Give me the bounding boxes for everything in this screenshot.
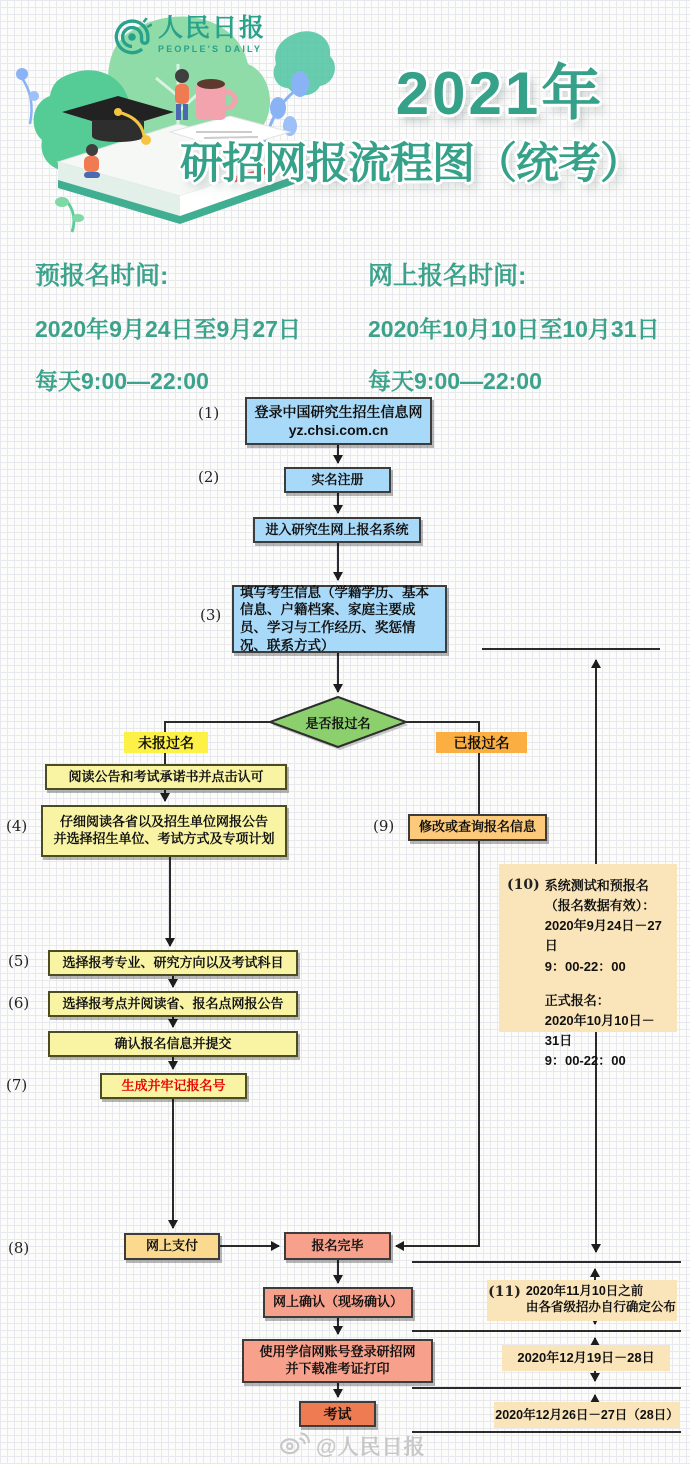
flow-box-choose-site: 选择报考点并阅读省、报名点网报公告 — [48, 991, 298, 1017]
watermark-text: @人民日报 — [316, 1436, 426, 1459]
step-num-8: (8) — [8, 1239, 30, 1257]
note-download-dates: 2020年12月19日－28日 — [502, 1345, 670, 1371]
login-line1: 登录中国研究生招生信息网 — [254, 403, 423, 420]
flow-box-login — [245, 397, 432, 445]
step-num-1: (1) — [198, 404, 220, 422]
schedule-online-time: 每天9:00—22:00 — [368, 368, 542, 394]
flow-box-modify-query: 修改或查询报名信息 — [408, 814, 547, 841]
step-num-9: (9) — [373, 817, 395, 835]
flow-box-register: 实名注册 — [284, 467, 391, 493]
flow-box-read-province: 仔细阅读各省以及招生单位网报公告 并选择招生单位、考试方式及专项计划 — [41, 805, 287, 857]
step-num-6: (6) — [8, 994, 30, 1012]
flow-box-confirm-submit: 确认报名信息并提交 — [48, 1031, 298, 1057]
flow-box-choose-major: 选择报考专业、研究方向以及考试科目 — [48, 950, 298, 976]
branch-label-registered: 已报过名 — [436, 732, 527, 753]
brand-name: 人民日报 — [158, 14, 267, 42]
brand-logo — [112, 16, 266, 63]
weibo-icon — [278, 1430, 310, 1462]
schedule-pre-time: 每天9:00—22:00 — [35, 368, 209, 394]
note-exam-dates: 2020年12月26日－27日（28日） — [494, 1402, 680, 1428]
note11-num: (11) — [488, 1284, 521, 1300]
schedule-online-date: 2020年10月10日至10月31日 — [368, 316, 660, 342]
megaphone-at-icon — [112, 16, 152, 63]
login-url: yz.chsi.com.cn — [288, 422, 389, 438]
schedule-online-heading: 网上报名时间: — [368, 262, 527, 290]
watermark — [278, 1430, 425, 1462]
step-num-4: (4) — [6, 817, 28, 835]
step-num-2: (2) — [198, 468, 220, 486]
flow-box-read-notice: 阅读公告和考试承诺书并点击认可 — [45, 764, 287, 790]
flow-box-download-ticket: 使用学信网账号登录研招网 并下载准考证打印 — [242, 1339, 433, 1383]
flow-box-generate-id: 生成并牢记报名号 — [100, 1073, 247, 1099]
step-num-7: (7) — [6, 1076, 28, 1094]
schedule-online-registration — [368, 256, 660, 396]
flow-box-pay-online: 网上支付 — [124, 1233, 220, 1260]
schedule-pre-heading: 预报名时间: — [35, 262, 169, 290]
brand-name-en: PEOPLE'S DAILY — [158, 44, 263, 54]
flow-box-registration-done: 报名完毕 — [284, 1232, 391, 1260]
decision-label: 是否报过名 — [305, 715, 371, 731]
note-test-and-official: (10) 系统测试和预报名 （报名数据有效）： 2020年9月24日－27日 9：00-22：00 正式报名： 2020年10月10日－31日 9：00-22：00 — [499, 864, 677, 1032]
note10-num: (10) — [507, 877, 540, 893]
flow-box-exam: 考试 — [299, 1401, 376, 1427]
schedule-pre-date: 2020年9月24日至9月27日 — [35, 316, 301, 342]
step-num-3: (3) — [200, 606, 222, 624]
branch-label-not-registered: 未报过名 — [124, 732, 208, 753]
flow-box-fill-info: 填写考生信息（学籍学历、基本信息、户籍档案、家庭主要成员、学习与工作经历、奖惩情况、联系方式） — [232, 585, 447, 653]
flow-box-enter-system: 进入研究生网上报名系统 — [253, 517, 421, 543]
note-confirm-deadline: (11) 2020年11月10日之前 由各省级招办自行确定公布 — [487, 1280, 677, 1321]
flow-box-confirm-online: 网上确认（现场确认） — [263, 1287, 413, 1318]
page-title-main: 研招网报流程图（统考） — [180, 140, 642, 188]
page-title-year: 2021年 — [395, 60, 605, 127]
step-num-5: (5) — [8, 952, 30, 970]
schedule-pre-registration — [35, 256, 301, 396]
